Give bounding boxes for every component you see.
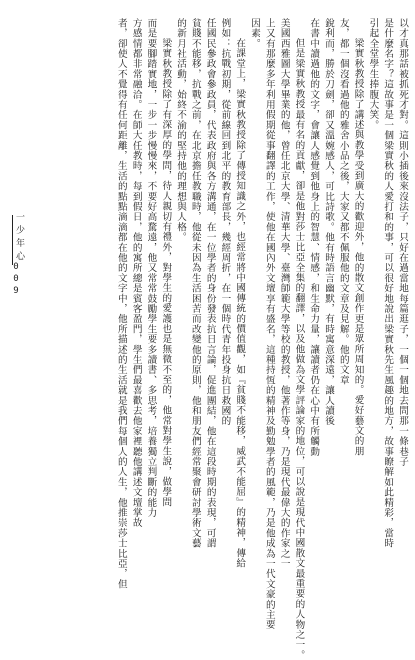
text-column: 美國西雅圖大學畢業的他，曾任北京大學、清華大學、臺灣師範大學等校的教授，他著作等身，乃是現代最偉大的作家之一 — [278, 18, 290, 569]
text-column: 梁實秋教授除了講述與教學受到廣大的歡迎外，他的散文創作更是眾所周知的。愛好藝文的朋 — [352, 38, 364, 457]
page-number: 009 — [11, 262, 21, 298]
text-column: 梁實秋教授除了有深厚的學問，待人親切有禮外，對學生的愛護也是無微不至的，他常對學生說，做學問 — [160, 38, 172, 508]
text-body — [28, 18, 408, 660]
text-column: 是什麼名字？這故事是一個梁實秋的人愛打和的事，可以很好地說出梁實秋先生風趣的地方，故事瞭解如此精彩，當時 — [382, 18, 394, 549]
text-column: 以才真那話被抓死才對。這則小插後來沒法子，只好在過當地每篇逛子，一個一個地去問那一條巷子 — [397, 18, 408, 467]
text-column: 引起全堂學生捧腹大笑。 — [367, 18, 379, 131]
running-title: 一少年心 — [14, 212, 24, 264]
text-column: 因素。 — [249, 18, 261, 49]
text-column: 友，都一個沒看過他的雅舍小品之後，大家又都不佩服他的文章及見解。他的文章 — [337, 18, 349, 386]
text-column: 方感情都非常融洽。在師大任教時，每到假日，他的寓所總是賓客盈門，學生們最喜歡去他家裡聽他講述文壇掌故 — [130, 18, 142, 528]
text-column: 貧賤不能移，抗戰之前，在北京擔任教職時，他從未因為生活困苦而改變他的原則，他和朋友們經常聚會研討學術文藝 — [189, 18, 201, 549]
text-column: 在書中讀過他的文字，會讓人感覺到他身上的智慧、情感，和生命力量，讓讀者仍在心中有所觸動 — [308, 18, 320, 457]
text-column: 的新月社活動，始終不渝的堅持他的理想與人格。 — [175, 18, 187, 243]
text-column: 銳利而，勝於刀劍，卻又溫婉感人，可比詩歌。他有時語言幽默，有時寓意深遠，讓人讀後 — [323, 18, 335, 426]
text-column: 上又有那麼多年利用假期從事翻譯的工作，使他在國內外文壇享有盛名，這種持恆的精神及勤勉學者的風範，乃是他成為一代文豪的主要 — [263, 18, 275, 630]
text-column: 者，卻使人不覺得有任何距離，生活的點點滴滴都在他的文字中，他所描述的生活就是我們每個人的人生，他推崇莎士比亞，但 — [115, 18, 127, 590]
text-column: 但是梁實秋教授最有名的貢獻，卻是他對莎士比亞全集的翻譯，以及他做為文學評論家的地位，可以說是現代中國散文最重要的人物之一。 — [293, 38, 305, 660]
text-column: 在課堂上，梁實秋教授除了傳授知識之外，也經常將中國傳統的價值觀，如『貧賤不能移，威武不能屈』的精神，傳給 — [234, 38, 246, 569]
page-margin — [0, 0, 26, 480]
text-column: 例如：抗戰初期，從前線回到北平的教育部長，幾經周折，在一個時代青年投身抗日救國的 — [219, 18, 231, 426]
text-column: 任國民參政會參政員，代表政府與各方溝通，在一位學者的身份發表抗日言論，促進團結，他在這段時期的表現，可謂 — [204, 18, 216, 549]
text-column: 而是要腳踏實地，一步一步慢慢來，不要好高騖遠，他又常常鼓勵學生要多讀書、多思考，培養獨立判斷的能力 — [145, 18, 157, 518]
